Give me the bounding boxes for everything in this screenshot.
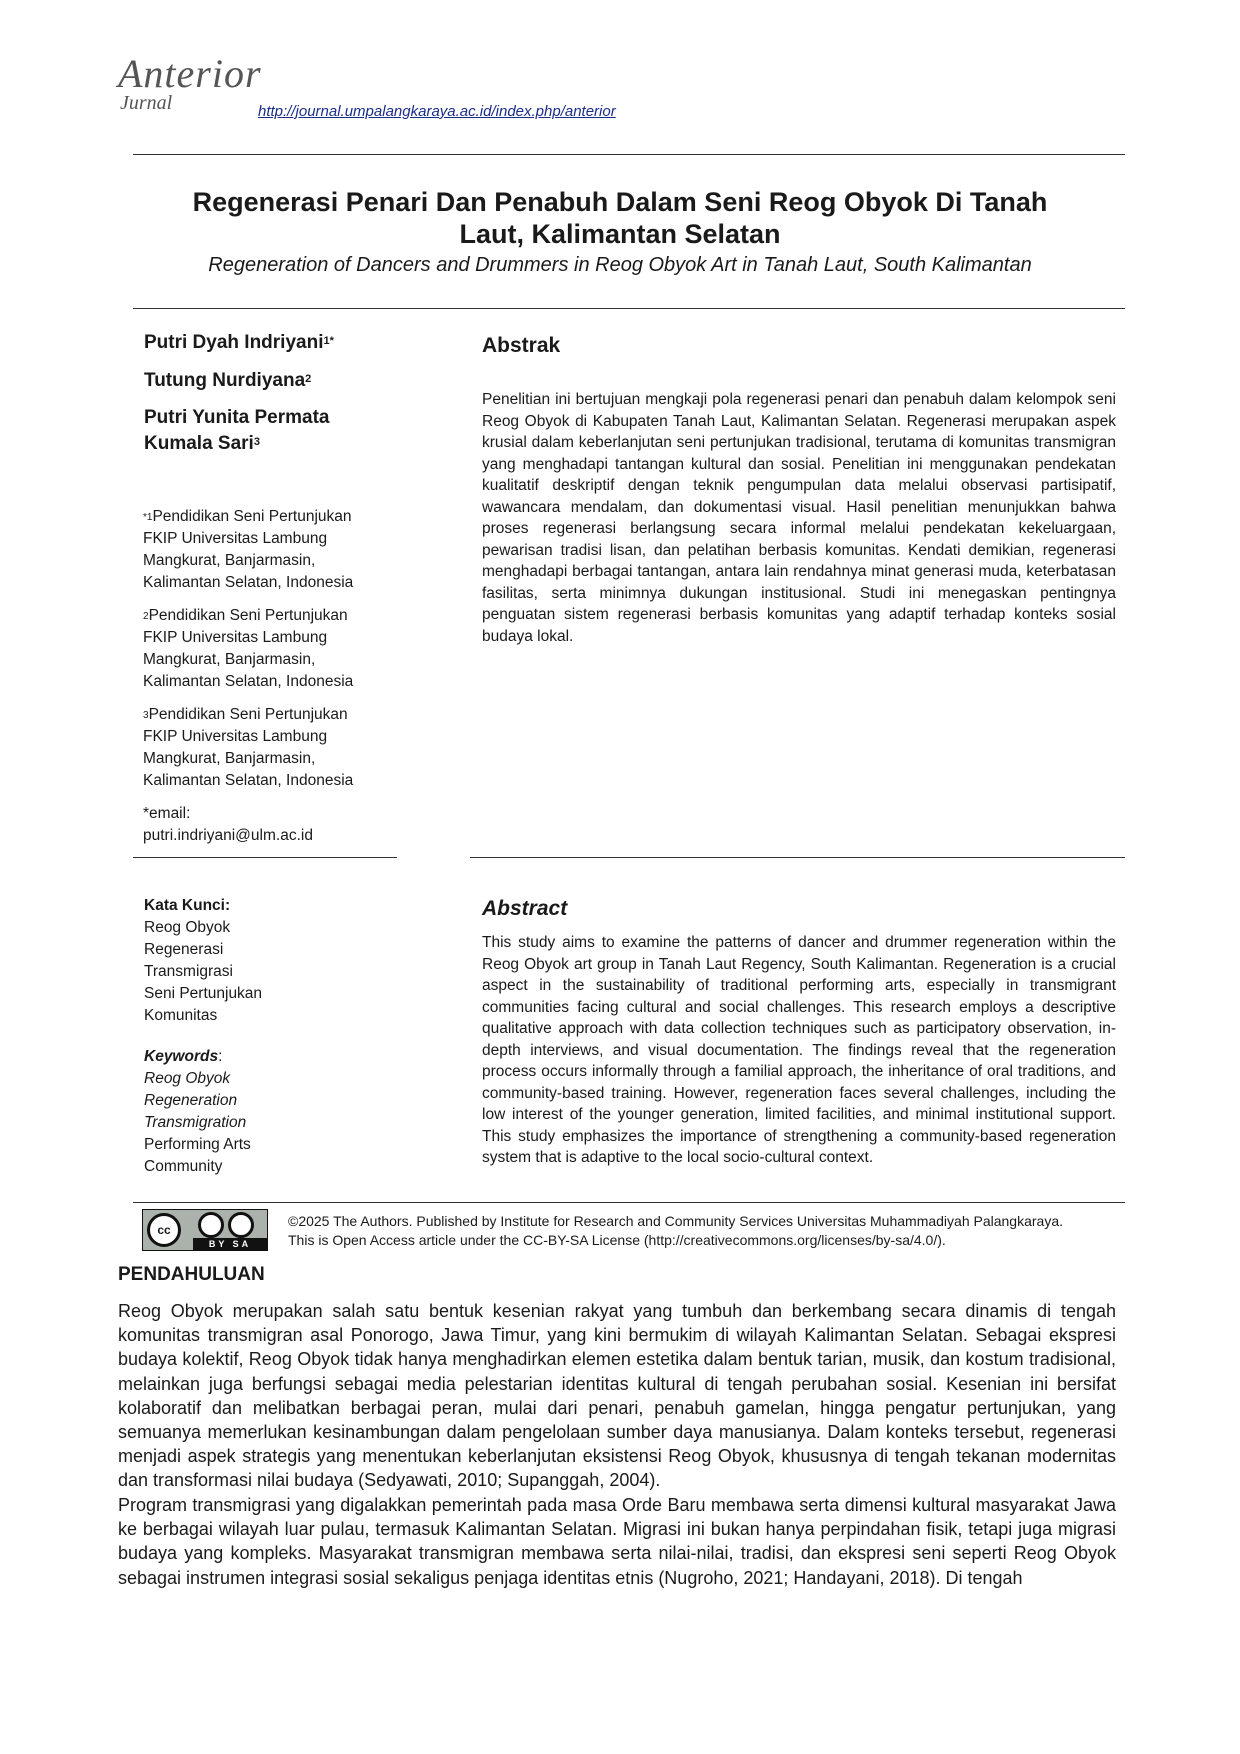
pendahuluan-paragraph-2: Program transmigrasi yang digalakkan pemerintah pada masa Orde Baru membawa serta dimensi kultural masyarakat Jawa ke berbagai wilayah luar pulau, termasuk Kalimantan Selatan. Migrasi ini bukan hanya perpindahan fisik, tetapi juga migrasi budaya yang kompleks. Masyarakat transmigran membawa serta nilai-nilai, tradisi, dan ekspresi seni seperti Reog Obyok sebagai instrumen integrasi sosial sekaligus penjaga identitas etnis (Nugroho, 2021; Handayani, 2018). Di tengah <box>118 1495 1116 1588</box>
affiliation-1 <box>143 506 383 594</box>
keywords-item: Reog Obyok <box>144 1070 231 1087</box>
journal-logo-subtitle: Jurnal <box>120 92 173 114</box>
journal-logo-title: Anterior <box>118 51 262 96</box>
keywords-item: Performing Arts <box>144 1136 251 1153</box>
email-address[interactable]: putri.indriyani@ulm.ac.id <box>143 827 313 844</box>
pendahuluan-heading: PENDAHULUAN <box>118 1264 265 1285</box>
affiliation-2-line: Mangkurat, Banjarmasin, <box>143 651 316 668</box>
license-text <box>288 1212 1063 1250</box>
kata-kunci-block <box>144 895 262 1027</box>
abstrak-divider <box>470 857 1125 858</box>
affiliation-2-mark: 2 <box>143 611 149 622</box>
kata-kunci-item: Komunitas <box>144 1007 218 1024</box>
author-2 <box>144 368 311 394</box>
abstract-heading: Abstract <box>482 897 568 920</box>
author-3-sup: 3 <box>253 436 260 448</box>
license-line1: ©2025 The Authors. Published by Institute for Research and Community Services Universitas Muhammadiyah Palangkaraya. <box>288 1213 1063 1229</box>
by-person-icon <box>198 1212 224 1238</box>
article-title-line1: Regenerasi Penari Dan Penabuh Dalam Seni Reog Obyok Di Tanah <box>192 187 1048 217</box>
pendahuluan-paragraph-1: Reog Obyok merupakan salah satu bentuk kesenian rakyat yang tumbuh dan berkembang secara dinamis di tengah komunitas transmigran asal Ponorogo, Jawa Timur, yang kini bermukim di wilayah Kalimantan Selatan. Sebagai ekspresi budaya kolektif, Reog Obyok tidak hanya menghadirkan elemen estetika dalam bentuk tarian, musik, dan kostum tradisional, melainkan juga berfungsi sebagai media pelestarian identitas kultural di tengah perubahan sosial. Kesenian ini bersifat kolaboratif dan melibatkan berbagai peran, mulai dari penari, penabuh gamelan, hingga pengatur pertunjukan, yang semuanya memerlukan kesinambungan dalam pengelolaan sumber daya manusianya. Dalam konteks tersebut, regenerasi menjadi aspek strategis yang menentukan keberlanjutan eksistensi Reog Obyok, khususnya di tengah tekanan modernitas dan transformasi nilai budaya (Sedyawati, 2010; Supanggah, 2004). <box>118 1301 1116 1491</box>
cc-icon: cc <box>147 1213 181 1247</box>
author-2-sup: 2 <box>305 373 312 385</box>
kata-kunci-item: Seni Pertunjukan <box>144 985 263 1002</box>
affiliation-2-line: Kalimantan Selatan, Indonesia <box>143 673 354 690</box>
keywords-title: Keywords <box>144 1048 219 1065</box>
abstract-text: This study aims to examine the patterns of dancer and drummer regeneration within the Reog Obyok art group in Tanah Laut Regency, South Kalimantan. Regeneration is a crucial aspect in the sustainability of traditional performing arts, especially in transmigrant communities facing cultural and social challenges. This research employs a descriptive qualitative approach with data collection techniques such as participatory observation, in-depth interviews, and visual documentation. The findings reveal that the regeneration process occurs informally through a familial approach, the inheritance of oral traditions, and community-based training. However, regeneration faces several challenges, including the low interest of the younger generation, limited facilities, and minimal institutional support. This study emphasizes the importance of strengthening a community-based regeneration system that is adaptive to the local socio-cultural context. <box>482 934 1116 1166</box>
journal-url-link[interactable]: http://journal.umpalangkaraya.ac.id/index.php/anterior <box>258 103 616 120</box>
affiliation-1-line: Mangkurat, Banjarmasin, <box>143 552 316 569</box>
affiliation-1-line: Pendidikan Seni Pertunjukan <box>152 508 352 525</box>
abstrak-text: Penelitian ini bertujuan mengkaji pola regenerasi penari dan penabuh dalam kelompok seni Reog Obyok di Kabupaten Tanah Laut, Kalimantan Selatan. Regenerasi merupakan aspek krusial dalam keberlanjutan seni pertunjukan tradisional, terutama di komunitas transmigran yang menghadapi tantangan kultural dan sosial. Penelitian ini menggunakan pendekatan kualitatif deskriptif dengan teknik pengumpulan data melalui observasi partisipatif, wawancara mendalam, dan dokumentasi visual. Hasil penelitian menunjukkan bahwa proses regenerasi berlangsung secara informal melalui pendekatan kekeluargaan, pewarisan tradisi lisan, dan pelatihan berbasis komunitas. Kendati demikian, regenerasi menghadapi berbagai tantangan, antara lain rendahnya minat generasi muda, keterbatasan fasilitas, serta minimnya dukungan institusional. Studi ini menegaskan pentingnya penguatan sistem regenerasi berbasis komunitas yang adaptif terhadap konteks sosial budaya lokal. <box>482 391 1116 645</box>
keywords-item: Regeneration <box>144 1092 238 1109</box>
license-line2: This is Open Access article under the CC-BY-SA License (http://creativecommons.org/licenses/by-sa/4.0/). <box>288 1232 946 1248</box>
affiliation-2-line: Pendidikan Seni Pertunjukan <box>148 607 348 624</box>
cc-badge-label: BY SA <box>193 1238 267 1250</box>
affiliation-1-line: Kalimantan Selatan, Indonesia <box>143 574 354 591</box>
author-2-name: Tutung Nurdiyana <box>144 370 306 391</box>
abstract-divider <box>133 1202 1125 1203</box>
keywords-colon: : <box>218 1048 223 1065</box>
affiliation-1-line: FKIP Universitas Lambung <box>143 530 328 547</box>
keywords-block <box>144 1046 251 1178</box>
author-3 <box>144 405 330 457</box>
author-3-name-line1: Putri Yunita Permata <box>144 407 330 428</box>
affiliation-3 <box>143 704 383 792</box>
author-1-name: Putri Dyah Indriyani <box>144 332 324 353</box>
title-divider <box>133 308 1125 309</box>
author-1 <box>144 330 334 356</box>
kata-kunci-item: Transmigrasi <box>144 963 233 980</box>
author-1-sup: 1* <box>323 335 334 347</box>
kata-kunci-item: Regenerasi <box>144 941 224 958</box>
article-title-line2: Laut, Kalimantan Selatan <box>459 219 781 249</box>
author-3-name-line2: Kumala Sari <box>144 433 254 454</box>
affiliation-3-mark: 3 <box>143 710 149 721</box>
left-column-divider <box>133 857 397 858</box>
keywords-item: Community <box>144 1158 223 1175</box>
share-alike-icon <box>228 1212 254 1238</box>
keywords-item: Transmigration <box>144 1114 247 1131</box>
cc-by-sa-badge[interactable] <box>142 1209 268 1251</box>
header-divider <box>133 154 1125 155</box>
article-subtitle: Regeneration of Dancers and Drummers in Reog Obyok Art in Tanah Laut, South Kalimantan <box>208 254 1032 276</box>
affiliation-3-line: FKIP Universitas Lambung <box>143 728 328 745</box>
affiliation-2 <box>143 605 383 693</box>
abstrak-heading: Abstrak <box>482 334 561 357</box>
email-label: *email: <box>143 805 191 822</box>
affiliation-3-line: Kalimantan Selatan, Indonesia <box>143 772 354 789</box>
kata-kunci-title: Kata Kunci: <box>144 897 231 914</box>
kata-kunci-item: Reog Obyok <box>144 919 231 936</box>
affiliation-1-mark: *1 <box>143 512 153 523</box>
corresponding-email <box>143 803 383 847</box>
affiliation-3-line: Mangkurat, Banjarmasin, <box>143 750 316 767</box>
affiliation-3-line: Pendidikan Seni Pertunjukan <box>148 706 348 723</box>
affiliation-2-line: FKIP Universitas Lambung <box>143 629 328 646</box>
article-title <box>130 186 1110 250</box>
